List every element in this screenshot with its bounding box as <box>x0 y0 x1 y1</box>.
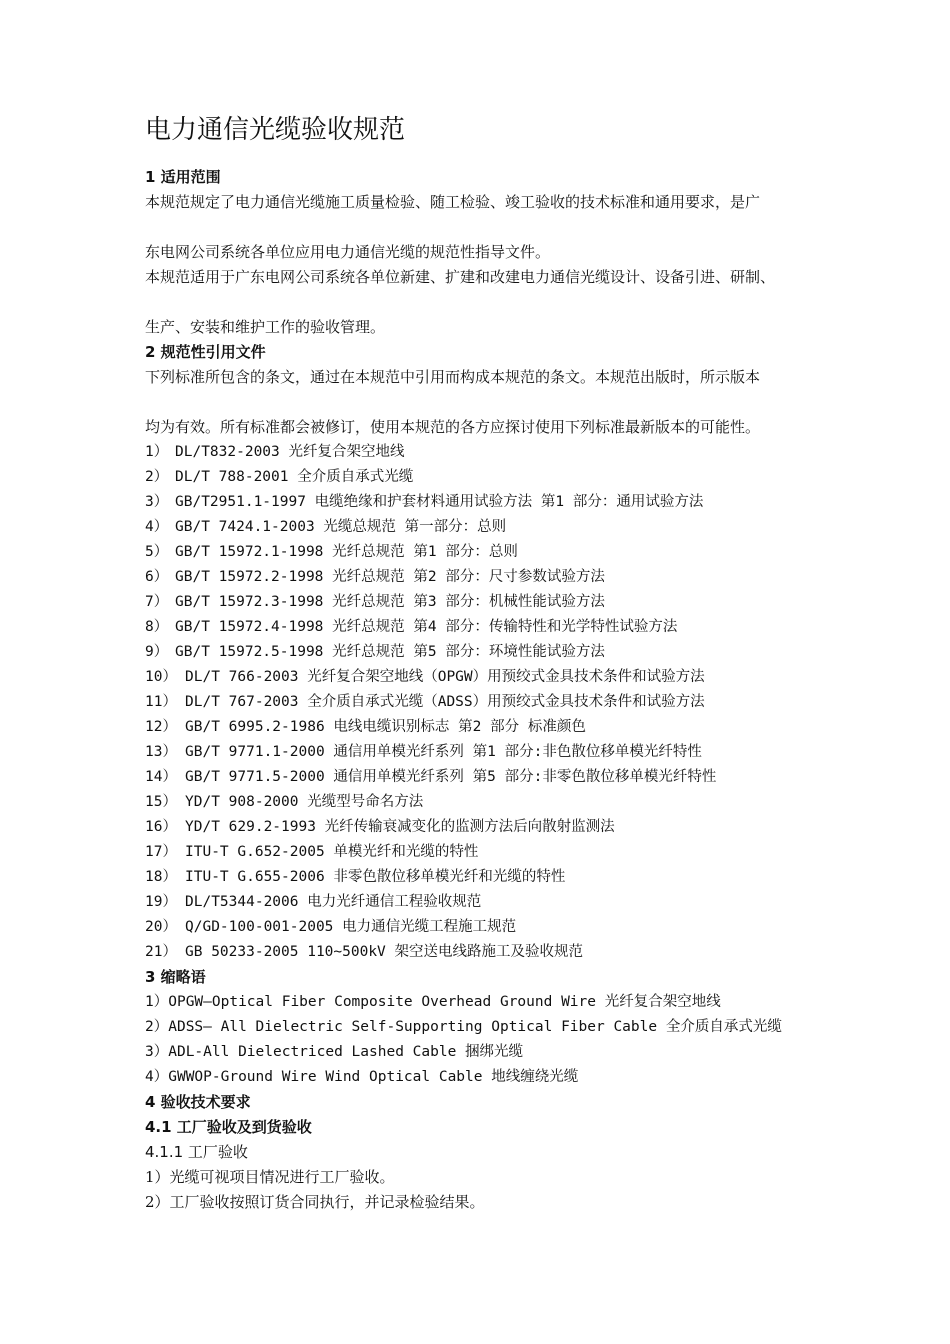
section-2-heading: 2 规范性引用文件 <box>145 343 266 361</box>
ref-number: 5） <box>145 544 169 560</box>
ref-number: 1） <box>145 444 169 460</box>
ref-number: 21） <box>145 944 177 960</box>
section-1-paragraph-2 <box>145 265 807 290</box>
ref-number: 2） <box>145 469 169 485</box>
section-2-paragraph-1 <box>145 365 813 390</box>
ref-text: GB/T2951.1-1997 电缆绝缘和护套材料通用试验方法 第1 部分：通用试验方法 <box>175 494 704 510</box>
ref-text: GB 50233-2005 110~500kV 架空送电线路施工及验收规范 <box>185 944 584 960</box>
ref-text: DL/T 766-2003 光纤复合架空地线（OPGW）用预绞式金具技术条件和试验方法 <box>185 669 705 685</box>
ref-item <box>145 790 423 815</box>
ref-item <box>145 515 506 540</box>
ref-number: 12） <box>145 719 177 735</box>
ref-item <box>145 590 605 615</box>
document-title: 电力通信光缆验收规范 <box>145 115 406 145</box>
ref-text: GB/T 7424.1-2003 光缆总规范 第一部分：总则 <box>175 519 507 535</box>
ref-number: 19） <box>145 894 177 910</box>
abbr-item: 1）OPGW—Optical Fiber Composite Overhead Ground Wire 光纤复合架空地线 <box>145 994 721 1010</box>
ref-text: DL/T 767-2003 全介质自承式光缆（ADSS）用预绞式金具技术条件和试验方法 <box>185 694 705 710</box>
requirement-item: 2）工厂验收按照订货合同执行，并记录检验结果。 <box>145 1193 485 1211</box>
section-4-1-heading: 4.1 工厂验收及到货验收 <box>145 1118 312 1136</box>
section-3-heading: 3 缩略语 <box>145 968 206 986</box>
section-1-paragraph-1-text: 本规范规定了电力通信光缆施工质量检验、随工检验、竣工验收的技术标准和通用要求，是广 <box>145 193 761 211</box>
ref-text: GB/T 15972.5-1998 光纤总规范 第5 部分：环境性能试验方法 <box>175 644 605 660</box>
ref-item <box>145 540 518 565</box>
ref-item <box>145 690 705 715</box>
ref-item <box>145 665 705 690</box>
ref-number: 6） <box>145 569 169 585</box>
ref-item <box>145 740 702 765</box>
section-1-paragraph-1-cont: 东电网公司系统各单位应用电力通信光缆的规范性指导文件。 <box>145 243 551 261</box>
ref-number: 14） <box>145 769 177 785</box>
ref-number: 20） <box>145 919 177 935</box>
abbr-item: 2）ADSS— All Dielectric Self-Supporting Optical Fiber Cable 全介质自承式光缆 <box>145 1019 782 1035</box>
ref-number: 18） <box>145 869 177 885</box>
section-1-paragraph-2-cont: 生产、安装和维护工作的验收管理。 <box>145 318 386 336</box>
abbr-item: 4）GWWOP-Ground Wire Wind Optical Cable 地线缠绕光缆 <box>145 1069 579 1085</box>
section-1-paragraph-1 <box>145 190 807 215</box>
ref-number: 4） <box>145 519 169 535</box>
ref-item <box>145 715 586 740</box>
ref-text: GB/T 15972.2-1998 光纤总规范 第2 部分：尺寸参数试验方法 <box>175 569 605 585</box>
ref-item <box>145 915 516 940</box>
ref-number: 7） <box>145 594 169 610</box>
ref-item <box>145 840 478 865</box>
requirement-item: 1）光缆可视项目情况进行工厂验收。 <box>145 1168 395 1186</box>
ref-item <box>145 490 703 515</box>
ref-text: GB/T 15972.3-1998 光纤总规范 第3 部分：机械性能试验方法 <box>175 594 605 610</box>
section-4-1-1-heading: 4.1.1 工厂验收 <box>145 1143 248 1161</box>
ref-text: DL/T832-2003 光纤复合架空地线 <box>175 444 405 460</box>
ref-text: GB/T 15972.1-1998 光纤总规范 第1 部分：总则 <box>175 544 518 560</box>
ref-text: Q/GD-100-001-2005 电力通信光缆工程施工规范 <box>185 919 517 935</box>
ref-item <box>145 865 565 890</box>
ref-text: YD/T 629.2-1993 光纤传输衰减变化的监测方法后向散射监测法 <box>185 819 615 835</box>
abbr-item: 3）ADL-All Dielectriced Lashed Cable 捆绑光缆 <box>145 1044 524 1060</box>
ref-number: 17） <box>145 844 177 860</box>
ref-text: GB/T 9771.5-2000 通信用单模光纤系列 第5 部分:非零色散位移单模光纤特性 <box>185 769 717 785</box>
ref-number: 11） <box>145 694 177 710</box>
ref-item <box>145 565 605 590</box>
ref-item <box>145 640 605 665</box>
ref-item <box>145 465 413 490</box>
ref-text: GB/T 6995.2-1986 电线电缆识别标志 第2 部分 标准颜色 <box>185 719 586 735</box>
ref-number: 3） <box>145 494 169 510</box>
ref-text: YD/T 908-2000 光缆型号命名方法 <box>185 794 424 810</box>
ref-text: GB/T 15972.4-1998 光纤总规范 第4 部分：传输特性和光学特性试验方法 <box>175 619 678 635</box>
section-4-heading: 4 验收技术要求 <box>145 1093 251 1111</box>
ref-item <box>145 890 481 915</box>
ref-text: ITU-T G.655-2006 非零色散位移单模光纤和光缆的特性 <box>185 869 566 885</box>
ref-number: 10） <box>145 669 177 685</box>
section-1-paragraph-2-text: 本规范适用于广东电网公司系统各单位新建、扩建和改建电力通信光缆设计、设备引进、研制、 <box>145 268 776 286</box>
ref-number: 9） <box>145 644 169 660</box>
ref-number: 8） <box>145 619 169 635</box>
ref-item <box>145 765 716 790</box>
ref-item <box>145 815 615 840</box>
ref-text: GB/T 9771.1-2000 通信用单模光纤系列 第1 部分:非色散位移单模光纤特性 <box>185 744 702 760</box>
ref-item <box>145 440 405 465</box>
ref-item <box>145 940 583 965</box>
section-2-paragraph-1-cont: 均为有效。所有标准都会被修订，使用本规范的各方应探讨使用下列标准最新版本的可能性。 <box>145 418 761 436</box>
ref-item <box>145 615 677 640</box>
ref-number: 15） <box>145 794 177 810</box>
section-1-heading: 1 适用范围 <box>145 168 221 186</box>
ref-text: ITU-T G.652-2005 单模光纤和光缆的特性 <box>185 844 479 860</box>
ref-number: 13） <box>145 744 177 760</box>
ref-text: DL/T 788-2001 全介质自承式光缆 <box>175 469 414 485</box>
ref-text: DL/T5344-2006 电力光纤通信工程验收规范 <box>185 894 482 910</box>
section-2-paragraph-1-text: 下列标准所包含的条文，通过在本规范中引用而构成本规范的条文。本规范出版时，所示版本 <box>145 368 761 386</box>
ref-number: 16） <box>145 819 177 835</box>
